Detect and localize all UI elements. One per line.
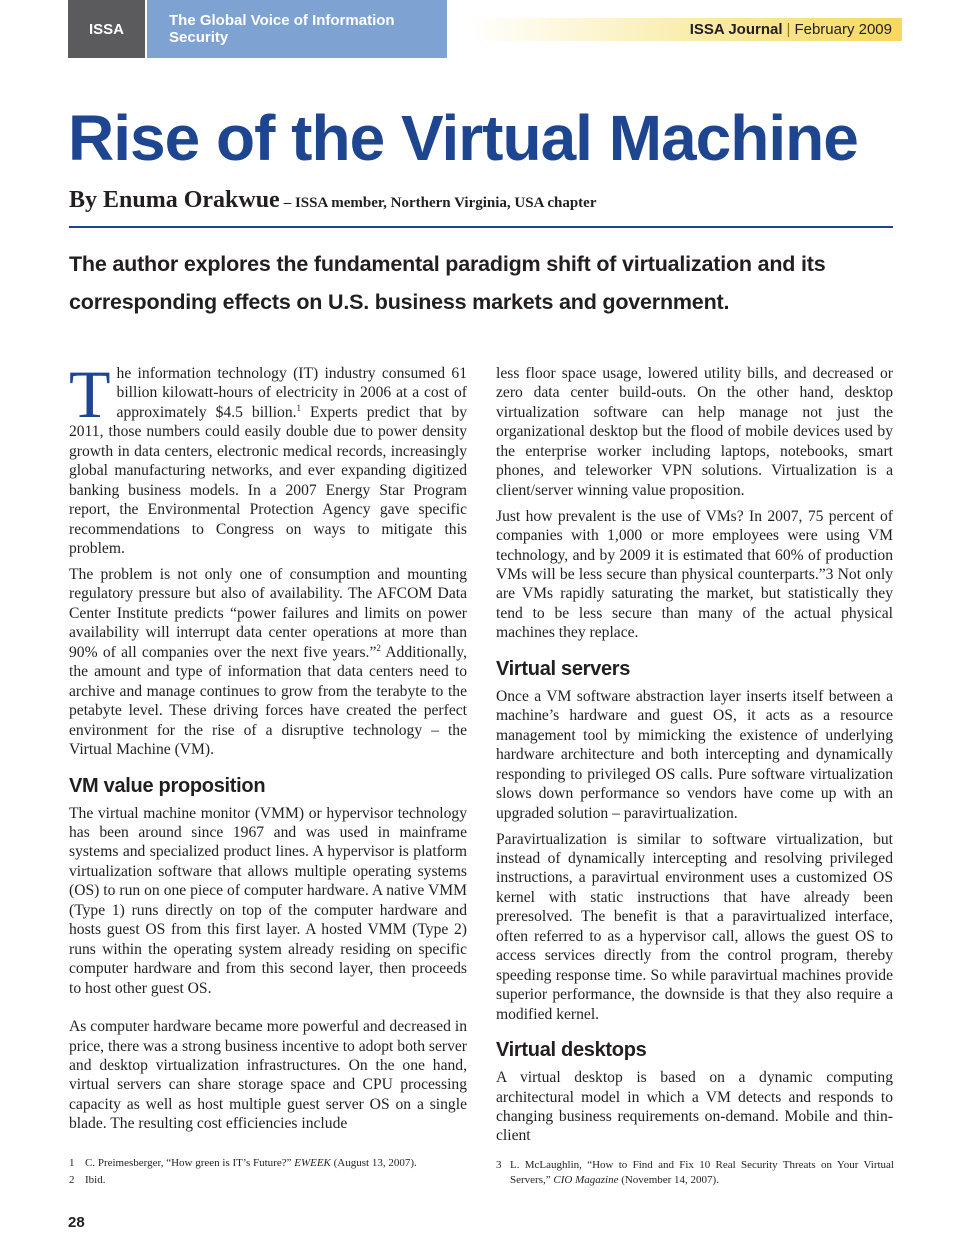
paragraph <box>69 565 467 760</box>
paragraph: Once a VM software abstraction layer inserts itself between a machine’s hardware and guest OS, it acts as a resource management tool by mimicking the existence of underlying hardware architecture and both intercepting and dynamically responding to privileged OS calls. Pure software virtualization slows down performance so vendors have come up with an upgraded solution – paravirtualization. <box>496 687 893 822</box>
footnote-text: Servers,” <box>510 1174 554 1186</box>
paragraph-text: Experts predict that by 2011, those numbers could easily double due to power density growth in data centers, electronic medical records, increasingly global manufacturing networks, and ever expanding digitized banking business models. In a 2007 Energy Star Program report, the Environmental Protection Agency gave specific recommendations to Congress on ways to mitigate this problem. <box>69 403 467 558</box>
footnote-1 <box>69 1155 417 1171</box>
header-org-tab <box>68 0 145 58</box>
paragraph: Paravirtualization is similar to software virtualization, but instead of dynamically intercepting and resolving privileged instructions, a paravirtual environment uses a customized OS kernel with static instructions that have already been preresolved. The benefit is that a paravirtualized interface, often referred to as a hypervisor call, allows the guest OS to access services directly from the control program, thereby speeding response time. So while paravirtual machines provide superior performance, the downside is that they also require a modified kernel. <box>496 830 893 1023</box>
footnote-text: (November 14, 2007). <box>618 1174 719 1186</box>
footnote-text: Ibid. <box>85 1174 106 1186</box>
paragraph: As computer hardware became more powerful and decreased in price, there was a strong business incentive to adopt both server and desktop virtualization infrastructures. On the one hand, virtual servers can share storage space and CPU processing capacity as well as host multiple guest server OS on a single blade. The resulting cost efficiencies include <box>69 1018 467 1133</box>
paragraph: less floor space usage, lowered utility bills, and decreased or zero data center build-outs. On the other hand, desktop virtualization software can help manage not just the organizational desktop but the flood of mobile devices used by the enterprise worker including laptops, notebooks, smart phones, and teleworker VPN solutions. Virtualization is a client/server winning value proposition. <box>496 365 893 499</box>
footnote-text: C. Preimesberger, “How green is IT’s Future?” <box>85 1157 295 1169</box>
paragraph <box>69 356 467 559</box>
section-heading-virtual-servers: Virtual servers <box>496 657 631 680</box>
footnote-2 <box>69 1172 105 1188</box>
footnote-number: 3 <box>496 1159 502 1171</box>
paragraph: The virtual machine monitor (VMM) or hypervisor technology has been around since 1967 and was used in mainframe systems and specialized product lines. A hypervisor is platform virtualization software that allows multiple operating systems (OS) to run on one piece of computer hardware. A native VMM (Type 1) runs directly on top of the computer hardware and hosts guest OS from this first layer. A hosted VMM (Type 2) runs within the operating system already residing on specific computer hardware and from this second layer, then proceeds to host other guest OS. <box>69 804 467 997</box>
header-org-label: ISSA <box>88 20 124 38</box>
article-deck: The author explores the fundamental paradigm shift of virtualization and its corresponding effects on U.S. business markets and government. <box>69 252 826 314</box>
paragraph-text: he information technology (IT) industry consumed 61 billion kilowatt-hours of electricity in 2006 at a cost of approximately $4.5 billion. <box>116 365 467 421</box>
left-column <box>69 356 467 1140</box>
journal-separator: | <box>786 21 791 38</box>
footnote-source: EWEEK <box>294 1157 331 1169</box>
author-affiliation: – ISSA member, Northern Virginia, USA chapter <box>283 195 597 211</box>
header-tagline: The Global Voice of Information Security <box>169 12 395 46</box>
footnote-ref-2: 2 <box>376 642 381 653</box>
article-title: Rise of the Virtual Machine <box>68 102 858 174</box>
paragraph: Just how prevalent is the use of VMs? In 2007, 75 percent of companies with 1,000 or more employees were using VM technology, and by 2009 it is estimated that 60% of production VMs will be less secure than physical counterparts.”3 Not only are VMs rapidly saturating the market, but statistically they tend to be less secure than many of the actual physical machines they replace. <box>496 507 893 642</box>
journal-banner <box>470 18 902 41</box>
footnote-text: (August 13, 2007). <box>330 1157 417 1169</box>
header-tagline-tab <box>147 0 447 58</box>
footnote-text: L. McLaughlin, “How to Find and Fix 10 Real Security Threats on Your Virtual <box>510 1159 894 1171</box>
byline <box>69 187 596 214</box>
right-column <box>496 364 893 1152</box>
footnote-source: CIO Magazine <box>553 1174 619 1186</box>
paragraph-text: Additionally, the amount and type of information that data centers need to archive and manage continues to grow from the terabyte to the petabyte level. These driving forces have created the perfect environment for the rise of a disruptive technology – the Virtual Machine (VM). <box>69 643 467 759</box>
page-number: 28 <box>68 1214 85 1231</box>
journal-name: ISSA Journal <box>689 21 783 38</box>
author-name: By Enuma Orakwue <box>69 187 280 213</box>
section-heading-vm-value: VM value proposition <box>69 774 266 797</box>
paragraph: A virtual desktop is based on a dynamic computing architectural model in which a VM detects and responds to changing business requirements on-demand. Mobile and thin-client <box>496 1069 893 1145</box>
footnote-3 <box>496 1158 896 1188</box>
paragraph-text: The problem is not only one of consumption and mounting regulatory pressure but also of availability. The AFCOM Data Center Institute predicts “power failures and limits on power availability will interrupt data center operations at more than 90% of all companies over the next five years.” <box>69 566 467 661</box>
footnote-ref-1: 1 <box>296 402 302 413</box>
drop-cap: T <box>69 356 111 432</box>
title-divider <box>69 226 893 228</box>
section-heading-virtual-desktops: Virtual desktops <box>496 1039 647 1062</box>
footnote-number: 1 <box>69 1157 75 1169</box>
footnote-number: 2 <box>69 1174 75 1186</box>
journal-issue: February 2009 <box>794 21 892 38</box>
